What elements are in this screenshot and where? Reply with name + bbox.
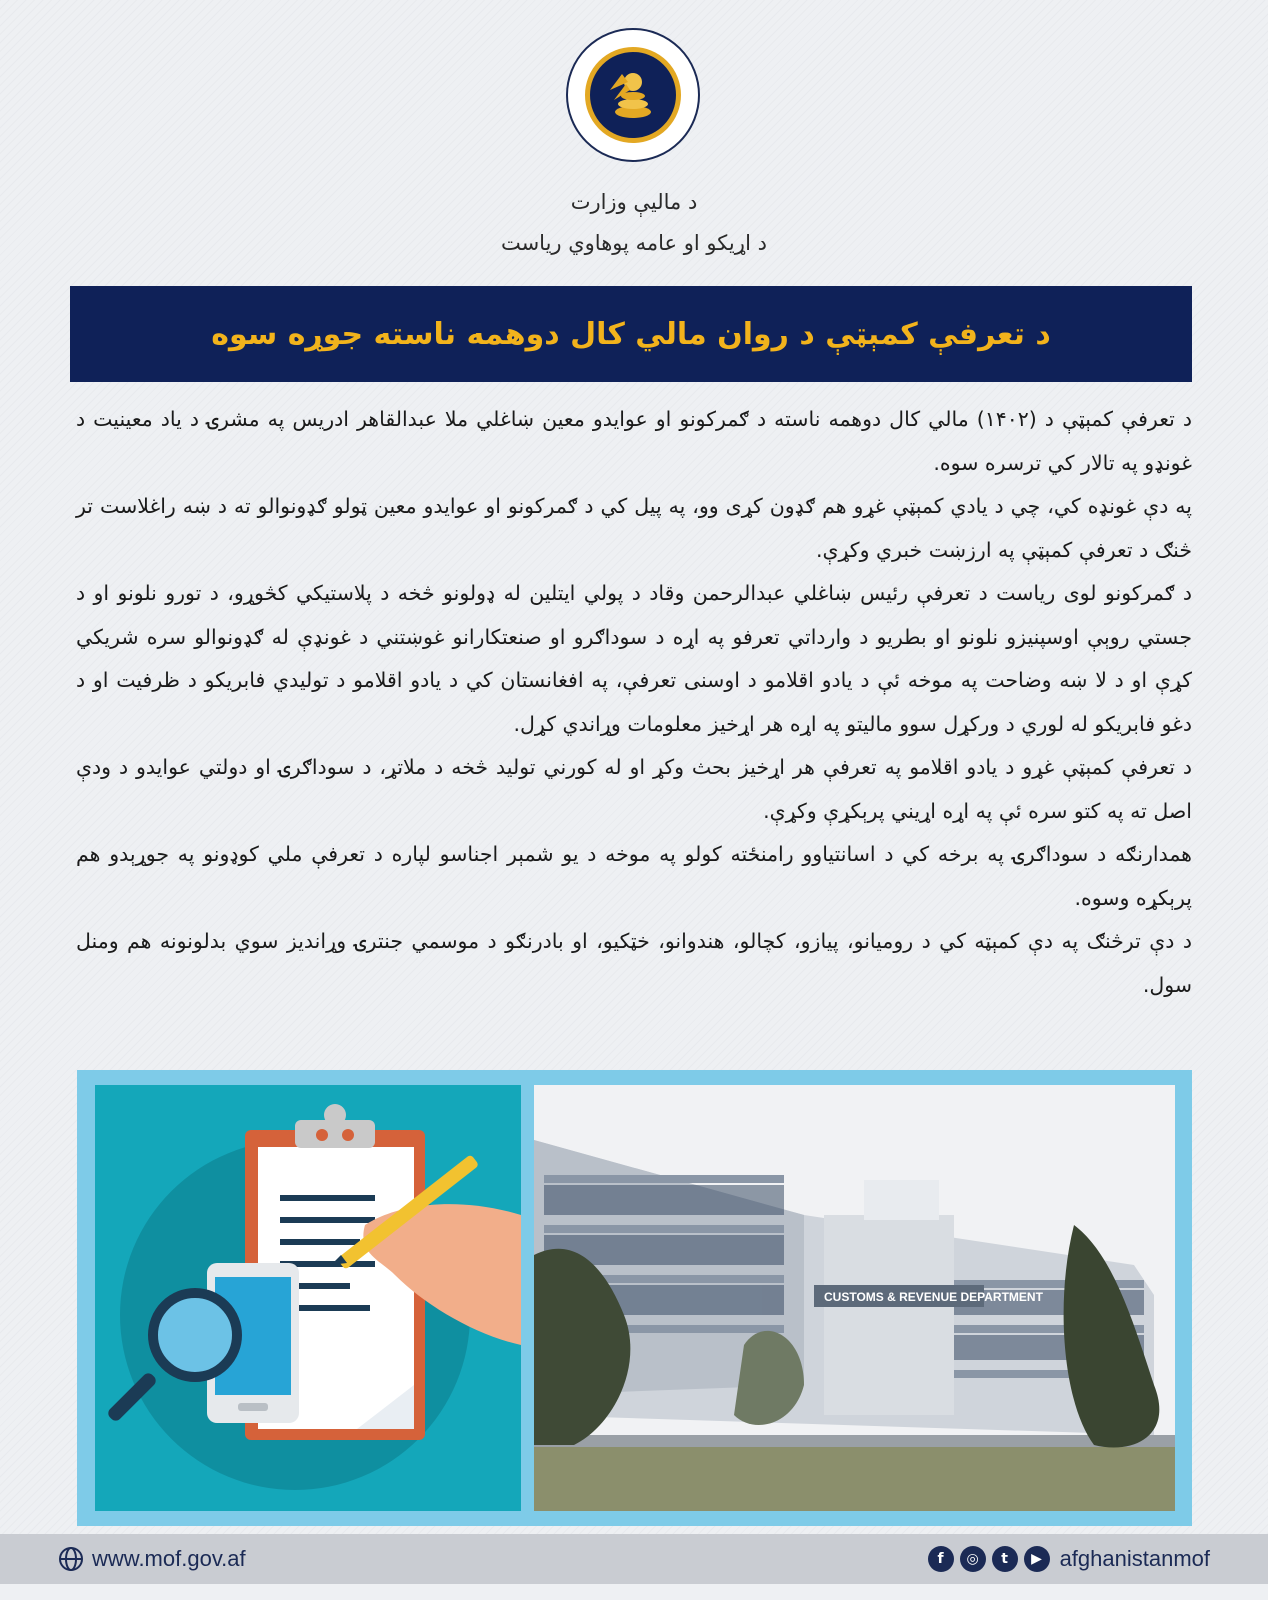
title-banner [70, 286, 1192, 382]
building-photo [534, 1085, 1175, 1511]
magnifier-icon [153, 1293, 237, 1377]
social-links [928, 1544, 1210, 1574]
instagram-icon[interactable]: ◎ [960, 1546, 986, 1572]
twitter-icon[interactable]: t [992, 1546, 1018, 1572]
ministry-name: د ماليې وزارت [570, 190, 698, 214]
building-sign: CUSTOMS & REVENUE DEPARTMENT [824, 1290, 1043, 1304]
paragraph: د تعرفې کمېټې د (۱۴۰۲) مالي کال دوهمه ناسته د ګمرکونو او عوايدو معين ښاغلي ملا عبدالقاهر ادريس په مشرۍ د ياد معينيت د غونډو په تالار کي ترسره سوه. [76, 407, 1192, 475]
coins-icon [598, 60, 668, 130]
facebook-icon[interactable]: f [928, 1546, 954, 1572]
clipboard-illustration [95, 1085, 521, 1511]
footer-bottom [0, 1584, 1268, 1600]
logo-emblem [585, 47, 681, 143]
paragraph: د دې ترڅنګ په دې کمېټه کي د روميانو، پيازو، کچالو، هندوانو، خټکيو، او بادرنګو د موسمي جنترۍ وړانديز سوي بدلونونه هم ومنل سول. [76, 929, 1192, 997]
department-name: د اړيکو او عامه پوهاوي رياست [500, 231, 768, 255]
page-title: د تعرفې کمېټې د روان مالي کال دوهمه ناسته جوړه سوه [211, 316, 1051, 352]
website-url: www.mof.gov.af [92, 1546, 246, 1571]
ministry-logo [566, 28, 700, 162]
paragraph: د ګمرکونو لوی رياست د تعرفې رئيس ښاغلي عبدالرحمن وقاد د پولي ايتلين له ډولونو څخه د پلاستيکي کڅوړو، د تورو نلونو او د جستي روېې اوسپنيزو نلونو او بطريو د وارداتي تعرفو په اړه د سوداګرو او صنعتکارانو غوښتني د غونډې له ګډونوالو سره شريکي کړې او د لا ښه وضاحت په موخه ئې د يادو اقلامو د اوسنی تعرفې، په افغانستان کي د يادو اقلامو د توليدي فابريکو د ظرفيت او د دغو فابريکو له لوري د ورکړل سوو ماليتو په اړه هر اړخيز معلومات وړاندي کړل. [76, 581, 1192, 736]
social-handle[interactable]: afghanistanmof [1059, 1546, 1210, 1571]
paragraph: په دې غونډه کي، چي د يادي کمېټې غړو هم ګډون کړی وو، په پيل کي د ګمرکونو او عوايدو معين ټولو ګډونوالو ته د ښه راغلاست تر څنګ د تعرفې کمېټې په ارزښت خبري وکړې. [76, 494, 1192, 562]
youtube-icon[interactable]: ▶ [1024, 1546, 1050, 1572]
globe-icon [58, 1546, 84, 1572]
website-link[interactable] [58, 1544, 246, 1574]
paragraph: د تعرفې کمېټې غړو د يادو اقلامو په تعرفې هر اړخيز بحث وکړ او له کورني توليد څخه د ملاتړ، د سوداګرۍ او دولتي عوايدو د ودې اصل ته په کتو سره ئې په اړه اړيني پرېکړې وکړې. [76, 755, 1192, 823]
paragraph: همدارنګه د سوداګرۍ په برخه کي د اسانتياوو رامنځته کولو په موخه د يو شمېر اجناسو لپاره د تعرفې ملي کوډونو په جوړېدو هم پرېکړه وسوه. [76, 842, 1192, 910]
article-body [76, 398, 1192, 1007]
